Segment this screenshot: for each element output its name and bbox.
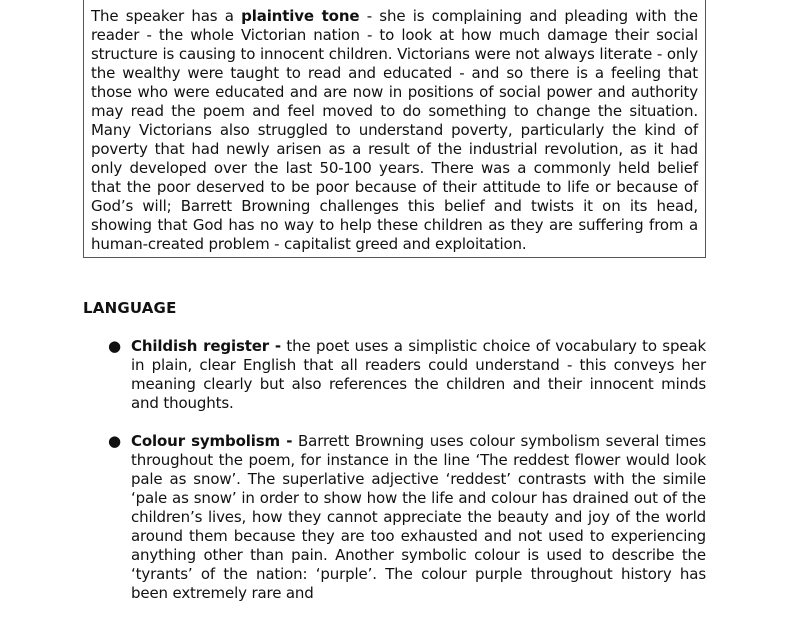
tone-term: plaintive tone bbox=[241, 7, 360, 25]
bullet-term: Childish register - bbox=[131, 337, 281, 355]
language-list bbox=[83, 337, 706, 622]
tone-body: - she is complaining and pleading with the reader - the whole Victorian nation - to look at how much damage their social structure is causing to innocent children. Victorians were not always literate - only the wealthy were taught to read and educated - and so there is a feeling that those who were educated and are now in positions of social power and authority may read the poem and feel moved to do something to change the situation. Many Victorians also struggled to understand poverty, particularly the kind of poverty that had newly arisen as a result of the industrial revolution, as it had only developed over the last 50-100 years. There was a commonly held belief that the poor deserved to be poor because of their attitude to life or because of God’s will; Barrett Browning challenges this belief and twists it on its head, showing that God has no way to help these children as they are suffering from a human-created problem - capitalist greed and exploitation. bbox=[91, 7, 698, 253]
list-item-childish-register bbox=[83, 337, 706, 413]
list-item-colour-symbolism bbox=[83, 432, 706, 603]
tone-paragraph bbox=[91, 7, 698, 254]
bullet-icon: ● bbox=[108, 337, 121, 355]
bullet-text: Barrett Browning uses colour symbolism several times throughout the poem, for instance in the line ‘The reddest flower would look pale as snow’. The superlative adjective ‘reddest’ contrasts with the simile ‘pale as snow’ in order to show how the life and colour has drained out of the children’s lives, how they cannot appreciate the beauty and joy of the world around them because they are too exhausted and not used to experiencing anything other than pain. Another symbolic colour is used to describe the ‘tyrants’ of the nation: ‘purple’. The colour purple throughout history has been extremely rare and bbox=[131, 432, 707, 602]
tone-intro: The speaker has a bbox=[91, 7, 242, 25]
bullet-icon: ● bbox=[108, 432, 121, 450]
bullet-term: Colour symbolism - bbox=[131, 432, 293, 450]
tone-box bbox=[83, 0, 706, 258]
bullet-text: the poet uses a simplistic choice of vocabulary to speak in plain, clear English that all readers could understand - this conveys her meaning clearly but also references the children and their innocent minds and thoughts. bbox=[131, 337, 706, 412]
language-heading: LANGUAGE bbox=[83, 299, 177, 317]
